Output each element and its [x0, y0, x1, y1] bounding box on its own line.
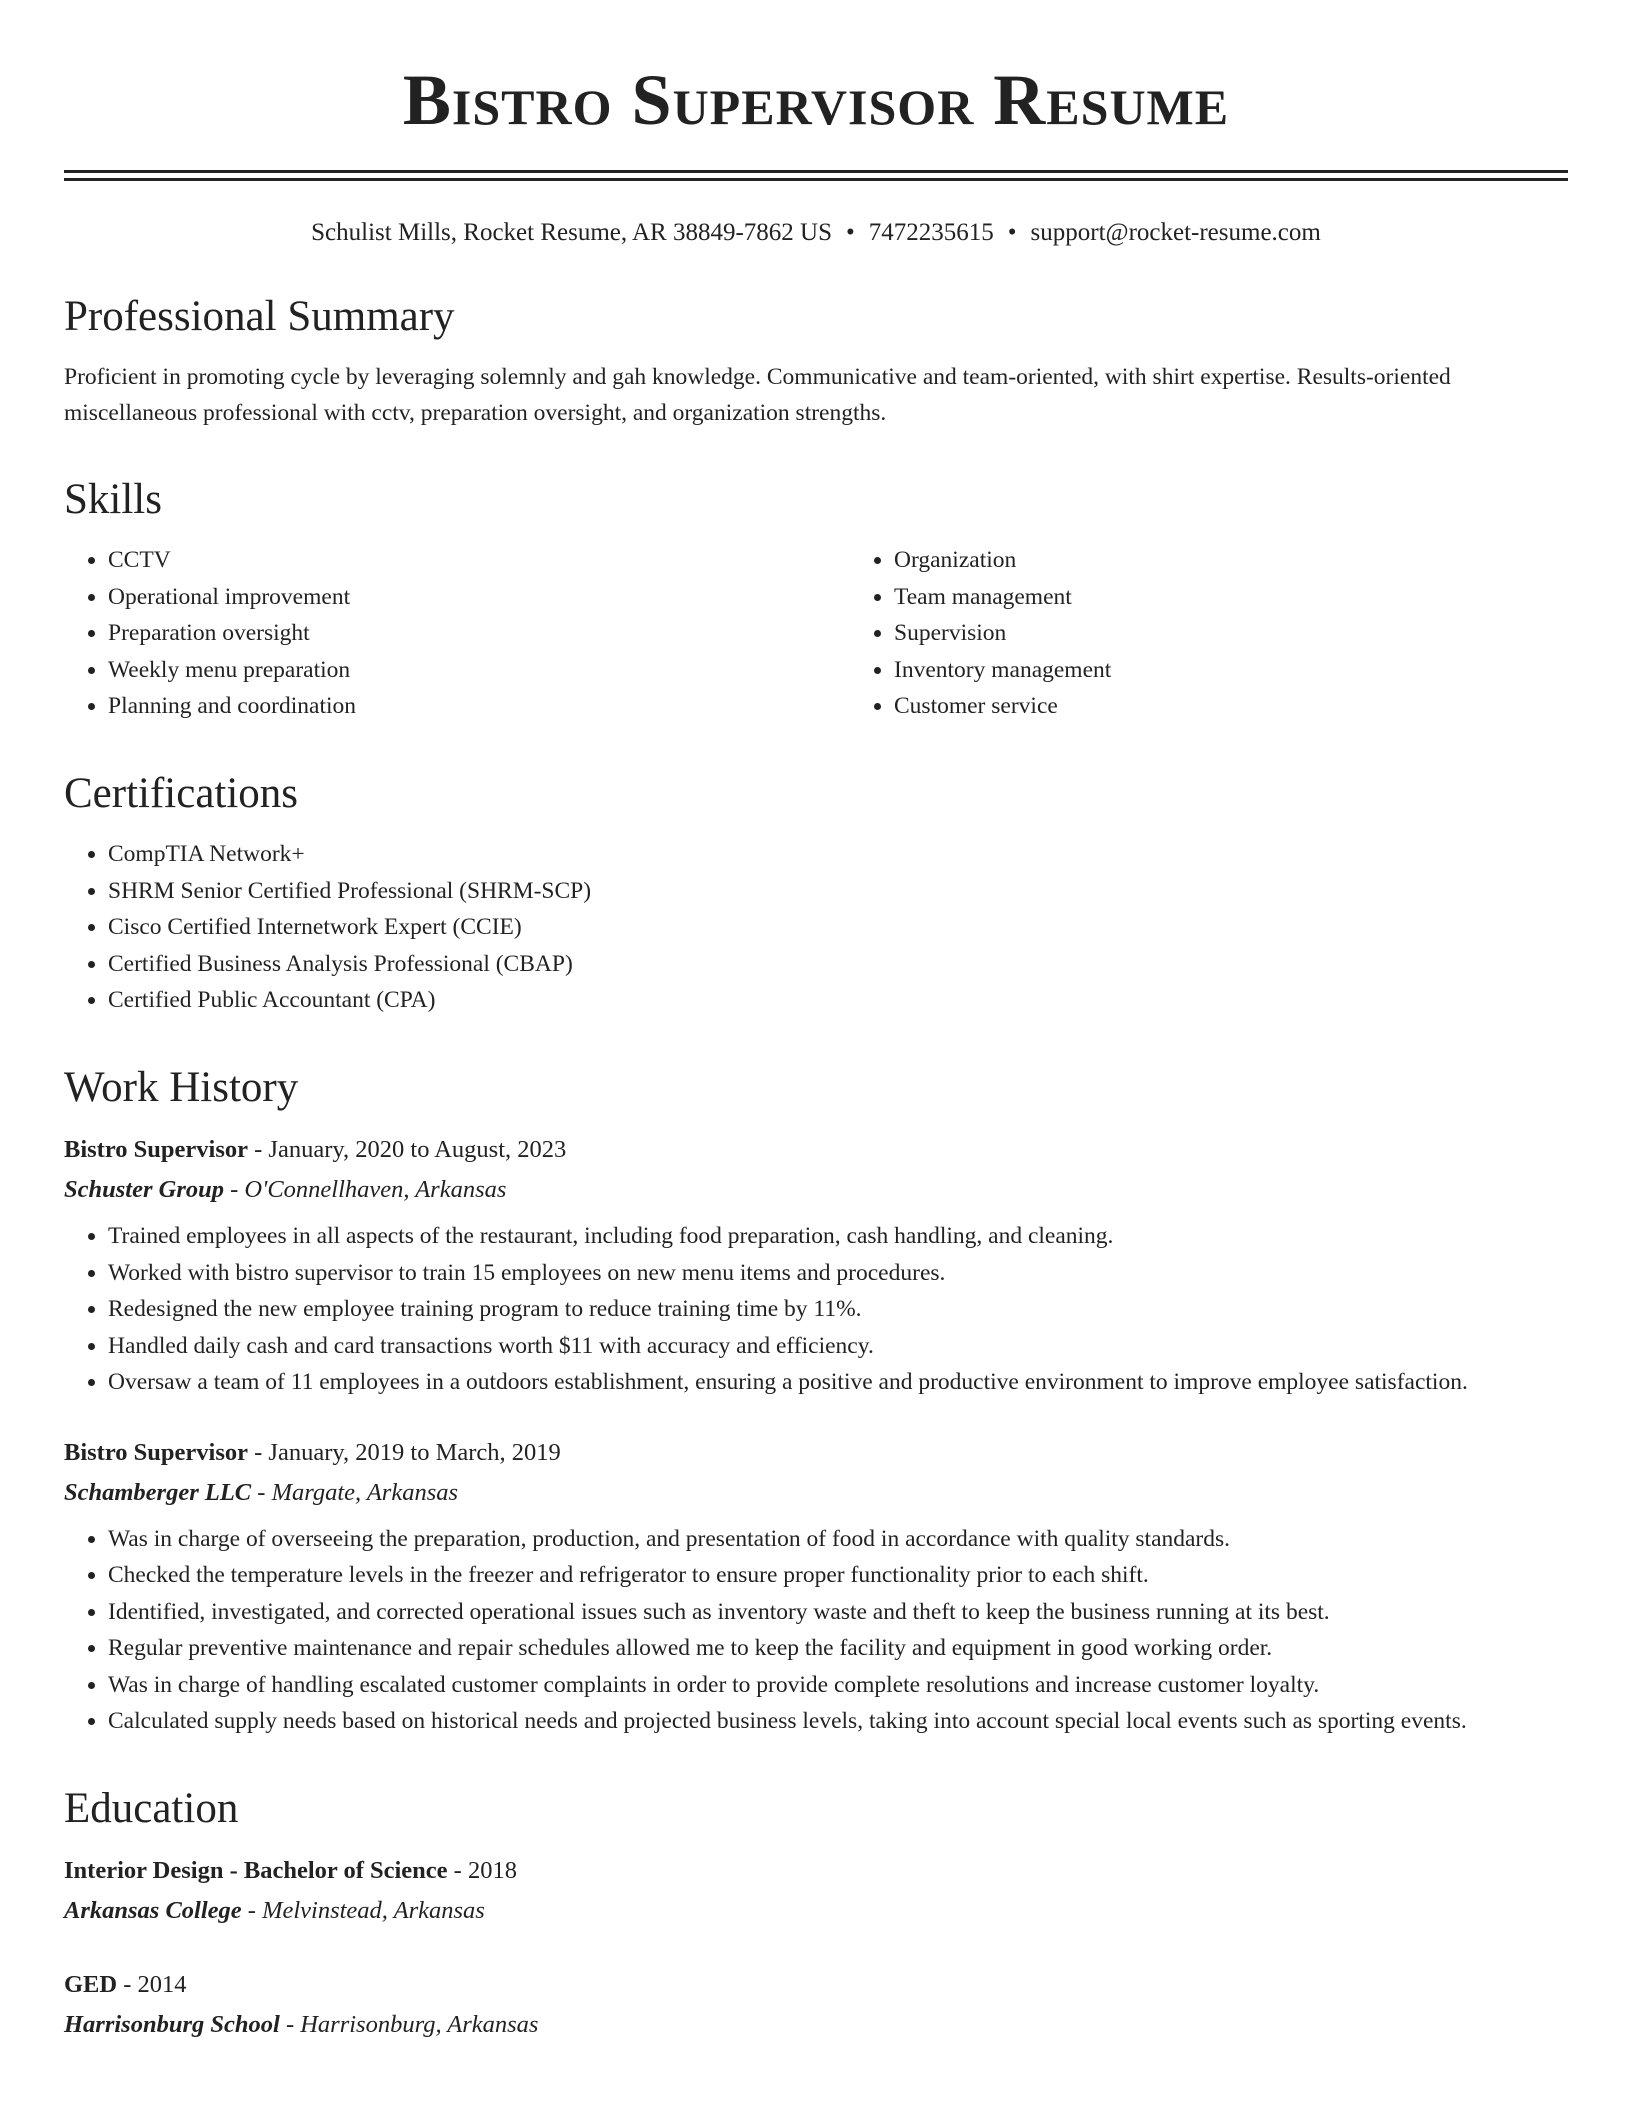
- job-bullet: • Trained employees in all aspects of the restaurant, including food preparation, cash handling, and cleaning.: [108, 1218, 1568, 1255]
- job-bullet: • Redesigned the new employee training program to reduce training time by 11%.: [108, 1291, 1568, 1328]
- education-institution: [64, 1891, 1568, 1931]
- skill-item: • Supervision: [894, 615, 1568, 652]
- contact-separator: •: [846, 219, 855, 246]
- job-title: Bistro Supervisor: [64, 1136, 248, 1164]
- certifications-heading: Certifications: [64, 769, 299, 817]
- skill-item: • Planning and coordination: [108, 688, 850, 725]
- skill-item: • Inventory management: [894, 652, 1568, 689]
- job-header: [64, 1433, 1568, 1473]
- education-entry: [64, 1851, 1568, 1931]
- contact-phone: 7472235615: [868, 219, 994, 246]
- work-history-section: [64, 1063, 1568, 1740]
- job-header: [64, 1130, 1568, 1170]
- job-bullet: • Identified, investigated, and corrected operational issues such as inventory waste and theft to keep the business running at its best.: [108, 1594, 1568, 1631]
- skill-item: • Team management: [894, 579, 1568, 616]
- certification-item: • Cisco Certified Internetwork Expert (CCIE): [108, 909, 1568, 946]
- job-bullet: • Worked with bistro supervisor to train 15 employees on new menu items and procedures.: [108, 1255, 1568, 1292]
- certification-item: • SHRM Senior Certified Professional (SHRM-SCP): [108, 873, 1568, 910]
- job-location: - O'Connellhaven, Arkansas: [223, 1176, 507, 1204]
- job-company: Schamberger LLC: [64, 1478, 252, 1506]
- education-location: - Harrisonburg, Arkansas: [279, 2011, 539, 2039]
- job-company: Schuster Group: [64, 1176, 224, 1204]
- job-bullet: • Regular preventive maintenance and repair schedules allowed me to keep the facility and equipment in good working order.: [108, 1630, 1568, 1667]
- contact-separator: •: [1007, 219, 1017, 246]
- summary-heading: Professional Summary: [64, 292, 455, 340]
- skills-section: [64, 475, 1568, 725]
- skill-item: • Organization: [894, 542, 1568, 579]
- skill-item: • Weekly menu preparation: [108, 652, 850, 689]
- education-year: - 2014: [117, 1971, 187, 1999]
- resume-title: Bistro Supervisor Resume: [402, 60, 1230, 140]
- title-double-rule: [64, 170, 1568, 181]
- education-degree: Interior Design - Bachelor of Science: [64, 1857, 448, 1885]
- skills-list-right: [850, 542, 1568, 725]
- job-entry: [64, 1130, 1568, 1401]
- job-bullets: [64, 1521, 1568, 1740]
- skill-item: • Customer service: [894, 688, 1568, 725]
- education-entry: [64, 1965, 1568, 2045]
- job-entry: [64, 1433, 1568, 1740]
- skill-item: • Operational improvement: [108, 579, 850, 616]
- skills-grid: [64, 542, 1568, 725]
- job-bullet: • Checked the temperature levels in the freezer and refrigerator to ensure proper functionality prior to each shift.: [108, 1557, 1568, 1594]
- certification-item: • CompTIA Network+: [108, 836, 1568, 873]
- education-school: Arkansas College: [64, 1897, 242, 1925]
- certification-item: • Certified Public Accountant (CPA): [108, 982, 1568, 1019]
- job-employer: [64, 1473, 1568, 1513]
- job-employer: [64, 1170, 1568, 1210]
- education-header: [64, 1851, 1568, 1891]
- summary-text: Proficient in promoting cycle by leveraging solemnly and gah knowledge. Communicative and team-oriented, with shirt expertise. Results-oriented miscellaneous professional with cctv, preparation oversight, and organization strengths.: [64, 363, 1451, 426]
- job-bullets: [64, 1218, 1568, 1401]
- skills-list-left: [64, 542, 850, 725]
- education-degree: GED: [64, 1971, 118, 1999]
- work-history-heading: Work History: [64, 1063, 299, 1111]
- job-bullet: • Was in charge of overseeing the preparation, production, and presentation of food in accordance with quality standards.: [108, 1521, 1568, 1558]
- skills-heading: Skills: [64, 475, 162, 523]
- job-bullet: • Calculated supply needs based on historical needs and projected business levels, taking into account special local events such as sporting events.: [108, 1703, 1568, 1740]
- job-dates: - January, 2020 to August, 2023: [248, 1136, 567, 1164]
- education-location: - Melvinstead, Arkansas: [241, 1897, 485, 1925]
- education-year: - 2018: [447, 1857, 517, 1885]
- education-heading: Education: [64, 1784, 239, 1832]
- job-bullet: • Was in charge of handling escalated customer complaints in order to provide complete resolutions and increase customer loyalty.: [108, 1667, 1568, 1704]
- skill-item: • Preparation oversight: [108, 615, 850, 652]
- contact-address: Schulist Mills, Rocket Resume, AR 38849-7862 US: [311, 219, 833, 246]
- job-bullet: • Handled daily cash and card transactions worth $11 with accuracy and efficiency.: [108, 1328, 1568, 1365]
- contact-email: support@rocket-resume.com: [1030, 219, 1321, 246]
- contact-line: [64, 217, 1568, 250]
- skill-item: • CCTV: [108, 542, 850, 579]
- job-title: Bistro Supervisor: [64, 1438, 248, 1466]
- job-bullet: • Oversaw a team of 11 employees in a outdoors establishment, ensuring a positive and productive environment to improve employee satisfaction.: [108, 1364, 1568, 1401]
- education-header: [64, 1965, 1568, 2005]
- certifications-list: [64, 836, 1568, 1019]
- certification-item: • Certified Business Analysis Professional (CBAP): [108, 946, 1568, 983]
- job-location: - Margate, Arkansas: [251, 1478, 459, 1506]
- education-school: Harrisonburg School: [64, 2011, 280, 2039]
- job-dates: - January, 2019 to March, 2019: [248, 1438, 561, 1466]
- education-institution: [64, 2005, 1568, 2045]
- education-section: [64, 1784, 1568, 2045]
- certifications-section: [64, 769, 1568, 1019]
- summary-section: [64, 292, 1568, 431]
